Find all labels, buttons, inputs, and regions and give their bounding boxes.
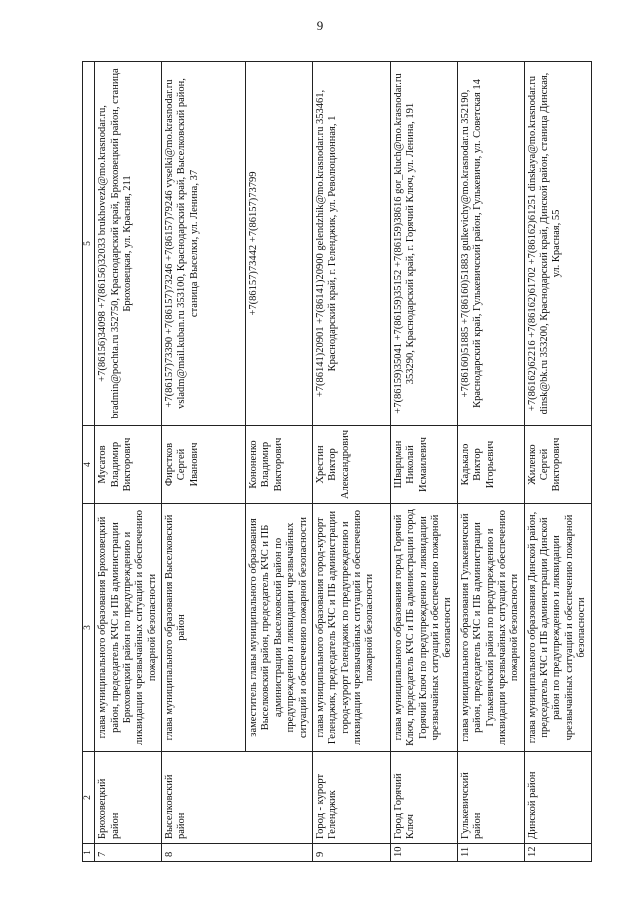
contacts-cell: +7(86162)62216 +7(86162)61702 +7(86162)61251 dinskaya@mo.krasnodar.ru dinsk@bk.ru 353200, Краснодарский край, Динской район, станица Динская, ул. Красная, 55 <box>524 62 591 426</box>
position-cell: заместитель главы муниципального образования Выселковский район, председатель КЧС и ПБ администрации Выселковский район по предупреждению и ликвидации чрезвычайных ситуаций и обеспечению пожарной безопасности <box>246 504 313 752</box>
row-number: 10 <box>390 844 457 862</box>
table-row <box>312 62 390 862</box>
header-cell-4: 4 <box>83 426 95 504</box>
name-cell: Кадькало Виктор Игорьевич <box>457 426 524 504</box>
contacts-cell: +7(86141)20901 +7(86141)20900 gelendzhik@mo.krasnodar.ru 353461, Краснодарский край, г. Геленджик, ул. Революционная, 1 <box>312 62 390 426</box>
row-number: 7 <box>95 844 162 862</box>
contacts-cell: +7(86159)35041 +7(86159)35152 +7(86159)38616 gor_kluch@mo.krasnodar.ru 353290, Краснодарский край, г. Горячий Ключ, ул. Ленина, 191 <box>390 62 457 426</box>
position-cell: глава муниципального образования Гулькевичский район, председатель КЧС и ПБ администрации Гулькевичский район по предупреждению и ликвидации чрезвычайных ситуаций и обеспечению пожарной безопасности <box>457 504 524 752</box>
position-cell: глава муниципального образования Выселковский район <box>162 504 246 752</box>
row-number: 9 <box>312 844 390 862</box>
position-cell: глава муниципального образования город-курорт Геленджик, председатель КЧС и ПБ администрации город-курорт Геленджик по предупреждению и ликвидации чрезвычайных ситуаций и обеспечению пожарной безопасности <box>312 504 390 752</box>
table-row <box>457 62 524 862</box>
header-cell-2: 2 <box>83 752 95 844</box>
name-cell: Кононенко Владимир Викторович <box>246 426 313 504</box>
contacts-table <box>82 61 592 862</box>
header-row <box>83 62 95 862</box>
district-cell: Город - курорт Геленджик <box>312 752 390 844</box>
name-cell: Жиленко Сергей Викторович <box>524 426 591 504</box>
district-cell: Динской район <box>524 752 591 844</box>
position-cell: глава муниципального образования Брюховецкий район, председатель КЧС и ПБ администрации Брюховецкий район по предупреждению и ликвидации чрезвычайных ситуаций и обеспечению пожарной безопасности <box>95 504 162 752</box>
row-number: 11 <box>457 844 524 862</box>
row-number: 12 <box>524 844 591 862</box>
page-number: 9 <box>316 18 324 33</box>
position-cell: глава муниципального образования Динской район, председатель КЧС и ПБ администрации Динской район по предупреждению и ликвидации чрезвычайных ситуаций и обеспечению пожарной безопасности <box>524 504 591 752</box>
position-cell: глава муниципального образования город Горячий Ключ, председатель КЧС и ПБ администрации город Горячий Ключ по предупреждению и ликвидации чрезвычайных ситуаций и обеспечению пожарной безопасности <box>390 504 457 752</box>
district-cell: Гулькевичский район <box>457 752 524 844</box>
district-cell: Город Горячий Ключ <box>390 752 457 844</box>
name-cell: Мусатов Владимир Викторович <box>95 426 162 504</box>
district-cell: Выселковский район <box>162 752 313 844</box>
name-cell: Шварцман Николай Исмаилевич <box>390 426 457 504</box>
contacts-cell: +7(86157)73390 +7(86157)73246 +7(86157)79246 vyselki@mo.krasnodar.ru vsladm@mail.kuban.ru 353100, Краснодарский край, Выселковский район, станица Выселки, ул. Ленина, 37 <box>162 62 246 426</box>
table-row <box>162 62 246 862</box>
contacts-cell: +7(86156)34098 +7(86156)32033 brukhovezk@mo.krasnodar.ru, bradmin@pochta.ru 352750, Краснодарский край, Брюховецкий район, станица Брюховецкая, ул. Красная, 211 <box>95 62 162 426</box>
rotated-table <box>82 62 588 862</box>
row-number: 8 <box>162 844 313 862</box>
table-row <box>524 62 591 862</box>
header-cell-1: 1 <box>83 844 95 862</box>
contacts-cell: +7(86160)51885 +7(86160)51883 gulkevichy@mo.krasnodar.ru 352190, Краснодарский край, Гулькевичский район, Гулькевичи, ул. Советская 14 <box>457 62 524 426</box>
table-row <box>95 62 162 862</box>
table-row <box>246 62 313 862</box>
name-cell: Хрестин Виктор Александрович <box>312 426 390 504</box>
header-cell-3: 3 <box>83 504 95 752</box>
rotated-table-area <box>82 62 588 862</box>
table-row <box>390 62 457 862</box>
district-cell: Брюховецкий район <box>95 752 162 844</box>
contacts-cell: +7(86157)73442 +7(86157)73799 <box>246 62 313 426</box>
name-cell: Фирстков Сергей Иванович <box>162 426 246 504</box>
header-cell-5: 5 <box>83 62 95 426</box>
